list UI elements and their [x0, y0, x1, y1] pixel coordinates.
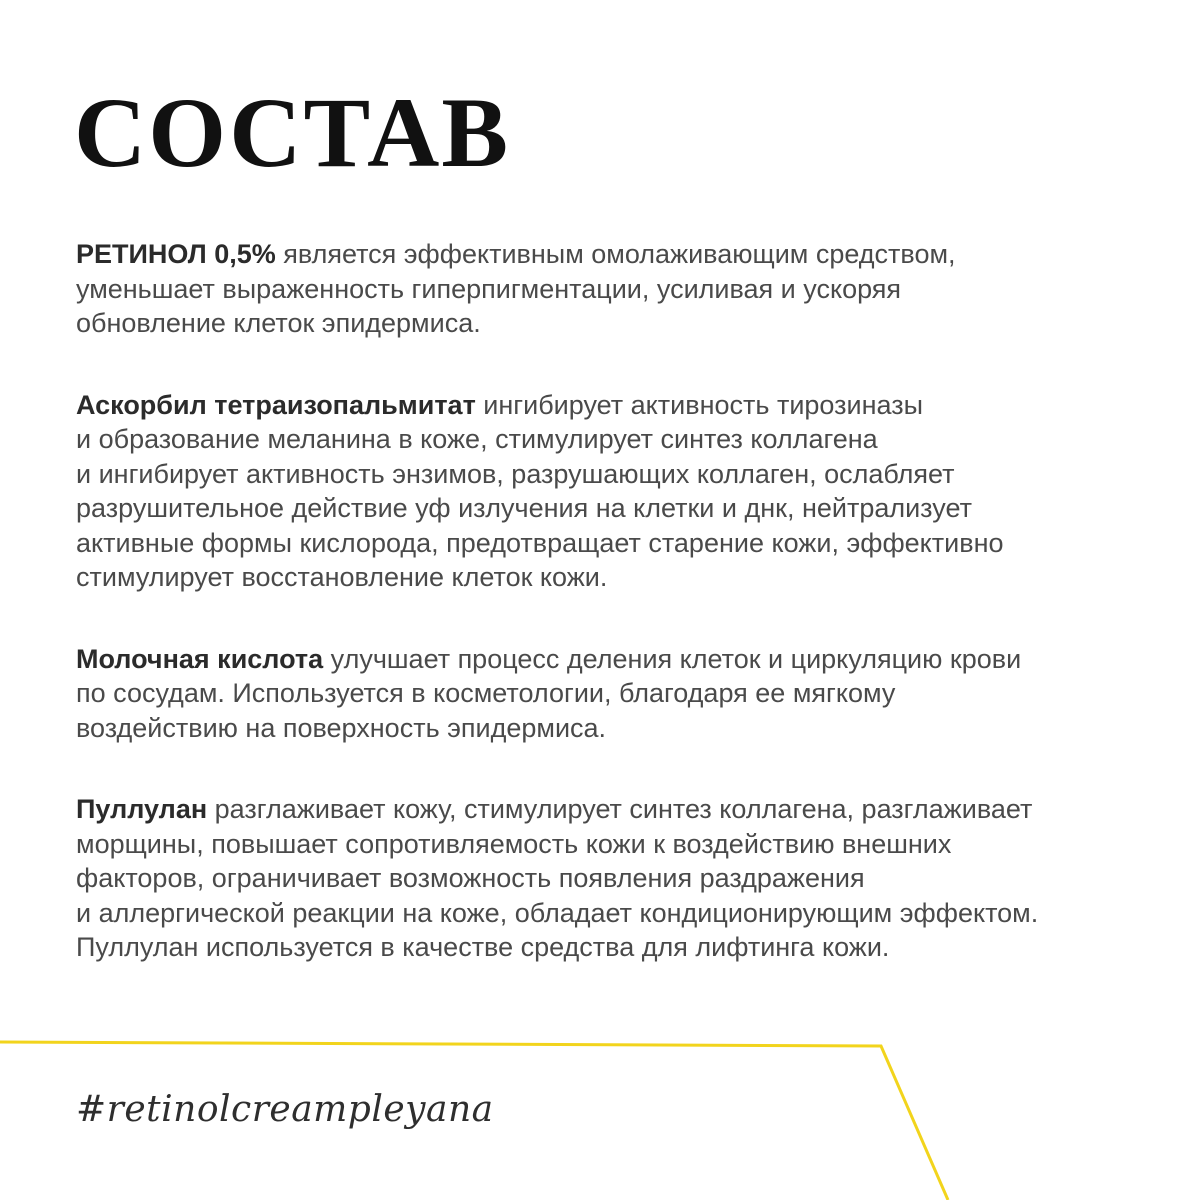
paragraph-line [76, 642, 1176, 677]
ingredient-paragraph-retinol [76, 237, 1176, 341]
ingredient-description: разглаживает кожу, стимулирует синтез коллагена, разглаживает [207, 794, 1033, 824]
paragraph-line: и образование меланина в коже, стимулирует синтез коллагена [76, 424, 878, 454]
paragraph-line: разрушительное действие уф излучения на клетки и днк, нейтрализует [76, 493, 972, 523]
paragraph-line: по сосудам. Используется в косметологии, благодаря ее мягкому [76, 678, 896, 708]
paragraph-line: обновление клеток эпидермиса. [76, 308, 481, 338]
paragraph-line [76, 237, 1176, 272]
ingredients-list [76, 237, 1176, 1012]
paragraph-line: стимулирует восстановление клеток кожи. [76, 562, 608, 592]
ingredient-name: Аскорбил тетраизопальмитат [76, 389, 476, 420]
ingredient-name: Пуллулан [76, 794, 208, 824]
ingredient-description: улучшает процесс деления клеток и циркуляцию крови [323, 643, 1022, 674]
ingredient-name: Молочная кислота [76, 643, 324, 674]
paragraph-line: уменьшает выраженность гиперпигментации, усиливая и ускоряя [76, 273, 902, 304]
hashtag: #retinolcreampleyana [76, 1089, 494, 1130]
ingredient-paragraph-ascorbyl [76, 388, 1176, 595]
paragraph-line: факторов, ограничивает возможность появления раздражения [76, 863, 865, 893]
paragraph-line: воздействию на поверхность эпидермиса. [76, 712, 607, 743]
ingredient-description: является эффективным омолаживающим средством, [275, 239, 956, 269]
paragraph-line: Пуллулан используется в качестве средства для лифтинга кожи. [76, 932, 890, 962]
paragraph-line: активные формы кислорода, предотвращает старение кожи, эффективно [76, 527, 1004, 558]
page-title: СОСТАВ [74, 77, 511, 188]
ingredient-name: РЕТИНОЛ 0,5% [76, 239, 276, 269]
paragraph-line [76, 388, 1176, 423]
paragraph-line: и аллергической реакции на коже, обладает кондиционирующим эффектом. [76, 897, 1039, 928]
ingredient-paragraph-lactic-acid [76, 642, 1176, 746]
paragraph-line: и ингибирует активность энзимов, разрушающих коллаген, ослабляет [76, 458, 955, 489]
ingredient-paragraph-pullulan [76, 792, 1176, 965]
paragraph-line [76, 792, 1176, 827]
paragraph-line: морщины, повышает сопротивляемость кожи к воздействию внешних [76, 828, 952, 859]
ingredient-description: ингибирует активность тирозиназы [475, 389, 923, 420]
